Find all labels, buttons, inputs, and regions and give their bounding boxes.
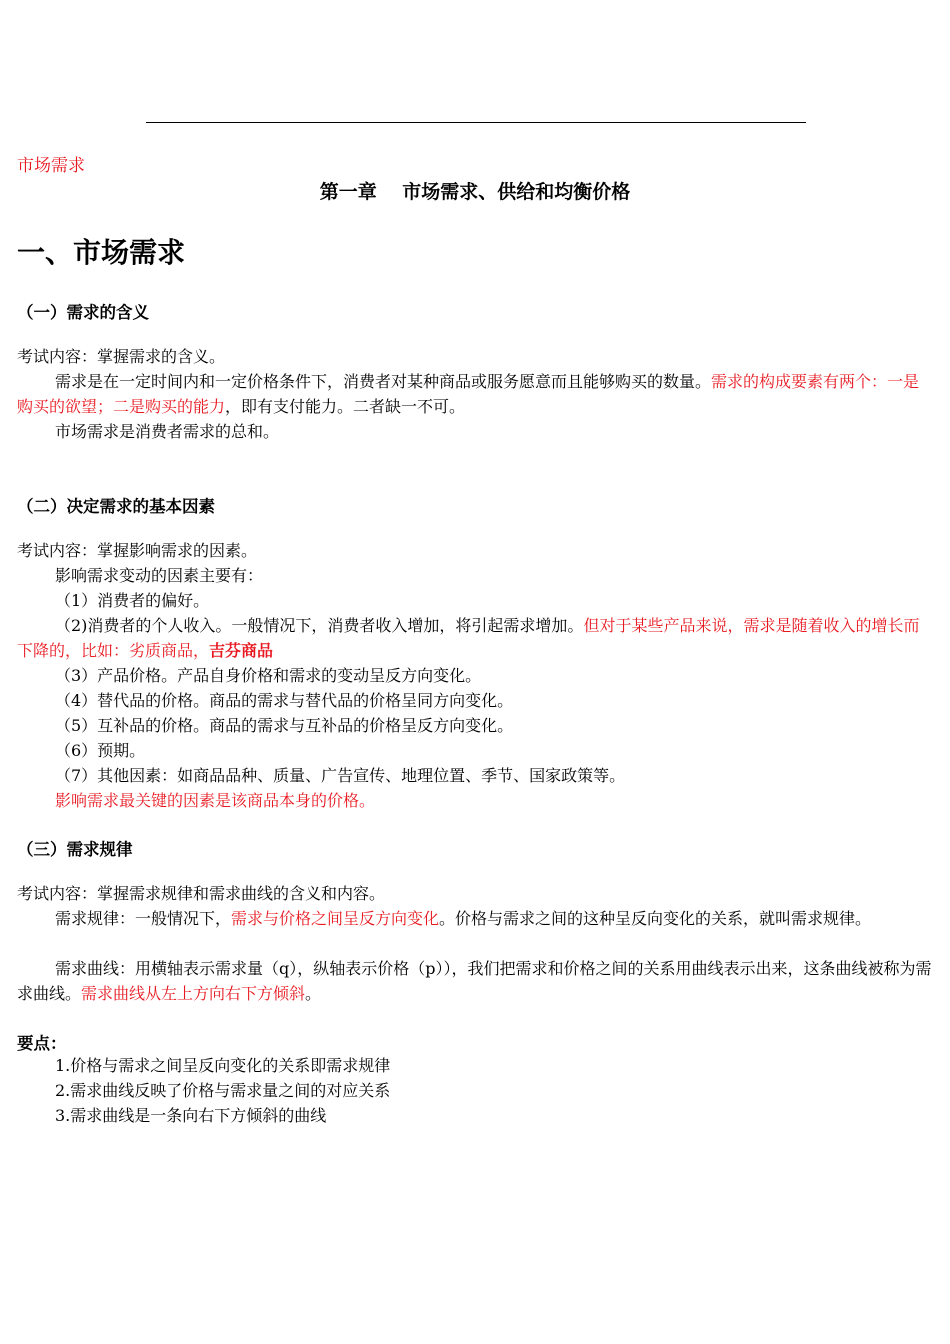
keypoint-item-1: 1.价格与需求之间呈反向变化的关系即需求规律	[55, 1056, 391, 1075]
chapter-title: 第一章 市场需求、供给和均衡价格	[319, 181, 631, 203]
s2-item-7: （7）其他因素：如商品品种、质量、广告宣传、地理位置、季节、国家政策等。	[55, 766, 626, 785]
s3-p1-b: 需求与价格之间呈反方向变化	[231, 909, 440, 928]
s1-paragraph-1	[17, 369, 935, 419]
s2-item2-a: （2)消费者的个人收入。一般情况下，消费者收入增加，将引起需求增加。	[55, 616, 584, 635]
keypoints-heading: 要点：	[17, 1034, 67, 1053]
s1-p1-b: 需求的构成要素有两个：一是购买的欲望；二是购买的能力	[17, 372, 920, 416]
s3-p1-c: 。价格与需求之间的这种呈反向变化的关系，就叫需求规律。	[439, 909, 872, 928]
keypoint-item-2: 2.需求曲线反映了价格与需求量之间的对应关系	[55, 1081, 391, 1100]
s1-exam: 考试内容：掌握需求的含义。	[17, 347, 226, 366]
section-title: 一、市场需求	[17, 236, 186, 269]
s3-p2-a: 需求曲线：用横轴表示需求量（q），纵轴表示价格（p）），我们把需求和价格之间的关系用曲线表示出来，这条曲线被称为需求曲线。	[17, 959, 932, 1003]
s2-item-3: （3）产品价格。产品自身价格和需求的变动呈反方向变化。	[55, 666, 482, 685]
s3-heading: （三）需求规律	[17, 840, 133, 859]
s2-key-factor: 影响需求最关键的因素是该商品本身的价格。	[55, 791, 376, 810]
s1-paragraph-2: 市场需求是消费者需求的总和。	[55, 422, 280, 441]
s2-item-6: （6）预期。	[55, 741, 146, 760]
s3-p2-b: 需求曲线从左上方向右下方倾斜	[81, 984, 306, 1003]
s3-paragraph-2	[17, 956, 935, 1006]
s2-intro: 影响需求变动的因素主要有：	[55, 566, 264, 585]
s2-exam: 考试内容：掌握影响需求的因素。	[17, 541, 258, 560]
s2-item2-b: 但对于某些产品来说，需求是随着收入的增长而下降的，比如：劣质商品，	[17, 616, 920, 660]
s2-item-2	[17, 613, 935, 663]
s3-p1-a: 需求规律：一般情况下，	[55, 909, 232, 928]
s2-item-1: （1）消费者的偏好。	[55, 591, 210, 610]
s2-heading: （二）决定需求的基本因素	[17, 497, 215, 516]
s3-paragraph-1	[17, 906, 935, 931]
s1-p1-a: 需求是在一定时间内和一定价格条件下，消费者对某种商品或服务愿意而且能够购买的数量。	[55, 372, 712, 391]
s3-p2-c: 。	[305, 984, 322, 1003]
header-rule	[146, 122, 806, 123]
s2-item2-c: 吉芬商品	[209, 641, 274, 660]
s3-exam: 考试内容：掌握需求规律和需求曲线的含义和内容。	[17, 884, 386, 903]
header-tag: 市场需求	[17, 156, 85, 176]
keypoint-item-3: 3.需求曲线是一条向右下方倾斜的曲线	[55, 1106, 327, 1125]
s2-item-4: （4）替代品的价格。商品的需求与替代品的价格呈同方向变化。	[55, 691, 514, 710]
s1-p1-c: ，即有支付能力。二者缺一不可。	[225, 397, 466, 416]
s1-heading: （一）需求的含义	[17, 303, 149, 322]
s2-item-5: （5）互补品的价格。商品的需求与互补品的价格呈反方向变化。	[55, 716, 514, 735]
